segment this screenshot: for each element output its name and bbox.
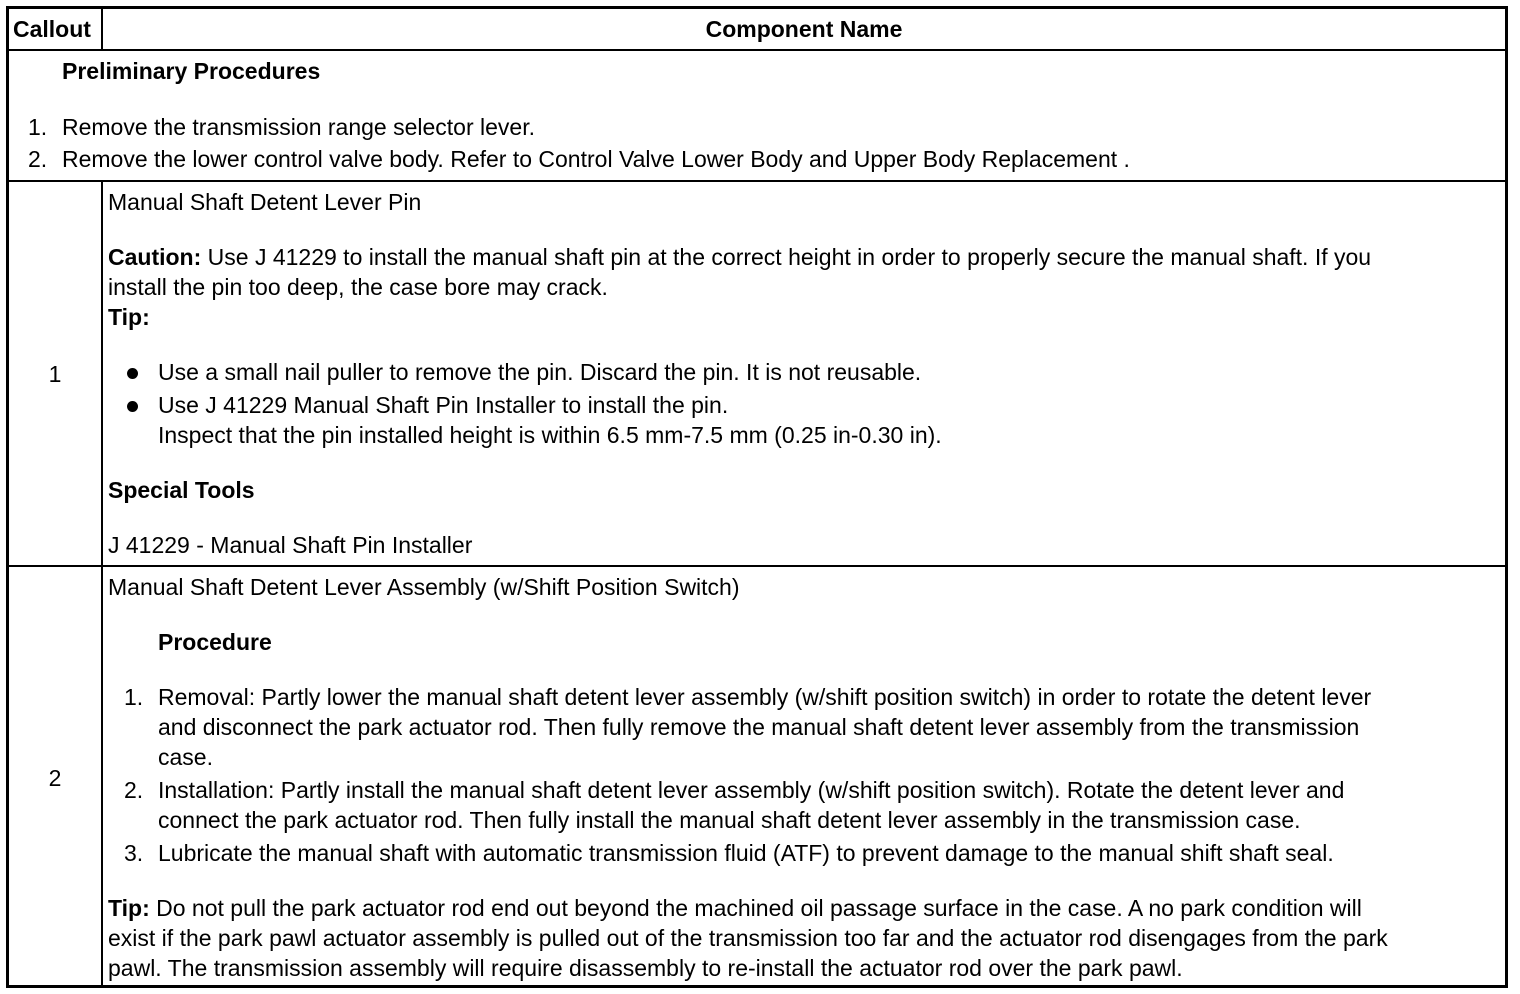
- tip-bullet-continuation: Inspect that the pin installed height is within 6.5 mm-7.5 mm (0.25 in-0.30 in).: [158, 422, 942, 448]
- tip-bullet-text: Use a small nail puller to remove the pin. Discard the pin. It is not reusable.: [158, 359, 922, 385]
- tip-bullet-text: Use J 41229 Manual Shaft Pin Installer to install the pin.: [158, 392, 729, 418]
- preliminary-step-number: 1.: [28, 114, 48, 140]
- bullet-icon: [127, 401, 138, 412]
- component-name: Manual Shaft Detent Lever Assembly (w/Shift Position Switch): [108, 574, 740, 600]
- procedure-step-text: case.: [158, 744, 213, 770]
- tip-label: Tip:: [108, 304, 150, 330]
- procedure-step-text: Lubricate the manual shaft with automatic transmission fluid (ATF) to prevent damage to the manual shift shaft seal.: [158, 840, 1334, 866]
- procedure-step-text: Removal: Partly lower the manual shaft detent lever assembly (w/shift position switch) in order to rotate the detent lever: [158, 684, 1372, 710]
- special-tool-item: J 41229 - Manual Shaft Pin Installer: [108, 532, 473, 558]
- procedure-step-number: 1.: [124, 684, 144, 710]
- preliminary-step-number: 2.: [28, 146, 48, 172]
- header-divider: [9, 49, 1505, 51]
- preliminary-divider: [9, 180, 1505, 182]
- callout-number: 2: [48, 765, 62, 791]
- component-name: Manual Shaft Detent Lever Pin: [108, 189, 422, 215]
- preliminary-step-text: Remove the lower control valve body. Refer to Control Valve Lower Body and Upper Body Replacement .: [62, 146, 1130, 172]
- procedure-step-number: 3.: [124, 840, 144, 866]
- procedure-step-text: Installation: Partly install the manual shaft detent lever assembly (w/shift position switch). Rotate the detent lever and: [158, 777, 1345, 803]
- bullet-icon: [127, 368, 138, 379]
- caution-label: Caution:: [108, 244, 202, 270]
- tip-text-continued: exist if the park pawl actuator assembly is pulled out of the transmission too far and the actuator rod disengages from the park: [108, 925, 1388, 951]
- callout-number: 1: [48, 361, 62, 387]
- procedure-step-number: 2.: [124, 777, 144, 803]
- component-column-header: Component Name: [705, 16, 903, 42]
- procedure-table: [6, 6, 1508, 988]
- procedure-step-text: and disconnect the park actuator rod. Then fully remove the manual shaft detent lever assembly from the transmission: [158, 714, 1360, 740]
- special-tools-title: Special Tools: [108, 477, 255, 503]
- procedure-title: Procedure: [158, 629, 272, 655]
- caution-text-continued: install the pin too deep, the case bore may crack.: [108, 274, 608, 300]
- tip-text-continued: pawl. The transmission assembly will require disassembly to re-install the actuator rod over the park pawl.: [108, 955, 1183, 981]
- tip-text: Do not pull the park actuator rod end out beyond the machined oil passage surface in the case. A no park condition will: [149, 895, 1362, 921]
- caution-text: Use J 41229 to install the manual shaft pin at the correct height in order to properly secure the manual shaft. If you: [201, 244, 1372, 270]
- caution-line: [108, 242, 1371, 272]
- row-divider: [9, 565, 1505, 567]
- callout-column-header: Callout: [13, 16, 91, 42]
- body-column-divider: [101, 180, 103, 985]
- tip-label: Tip:: [108, 895, 150, 921]
- tip-line: [108, 893, 1362, 923]
- procedure-step-text: connect the park actuator rod. Then fully install the manual shaft detent lever assembly in the transmission case.: [158, 807, 1301, 833]
- preliminary-step-text: Remove the transmission range selector lever.: [62, 114, 535, 140]
- preliminary-title: Preliminary Procedures: [62, 58, 321, 84]
